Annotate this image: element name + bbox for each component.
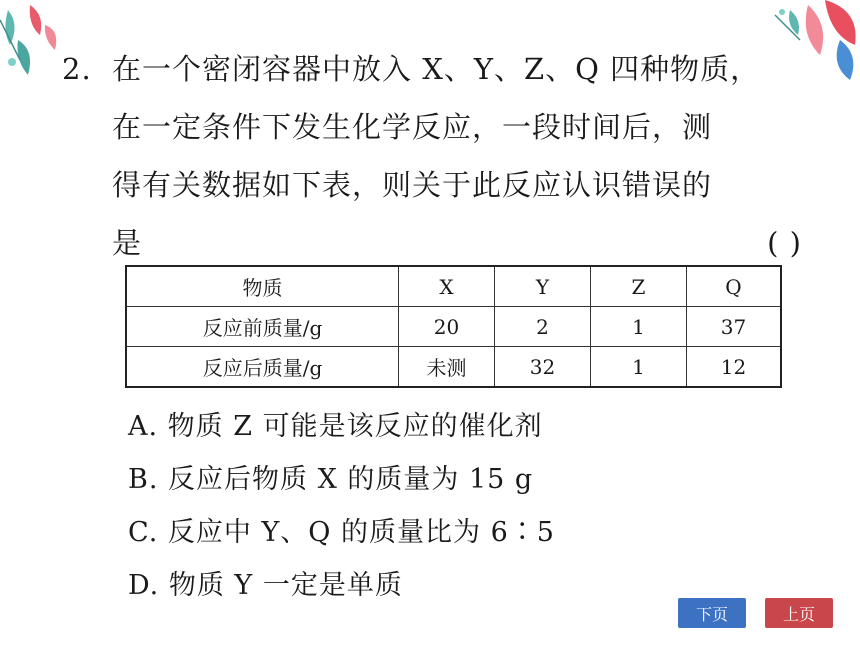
option-a[interactable]: A. 物质 Z 可能是该反应的催化剂 [128, 411, 543, 442]
table-header-cell: X [399, 266, 495, 307]
question-line-3: 得有关数据如下表，则关于此反应认识错误的 [112, 168, 713, 202]
table-cell: 12 [687, 347, 782, 388]
table-cell: 1 [591, 307, 687, 347]
option-b[interactable]: B. 反应后物质 X 的质量为 15 g [128, 464, 534, 495]
table-header-cell: Z [591, 266, 687, 307]
table-row [126, 347, 781, 388]
table-header-cell: Y [495, 266, 591, 307]
question-block [62, 40, 822, 272]
answer-options [128, 400, 555, 612]
table-cell: 1 [591, 347, 687, 388]
answer-blank: ( ) [767, 226, 802, 260]
table-cell: 反应前质量/g [126, 307, 399, 347]
table-cell: 2 [495, 307, 591, 347]
question-line-2: 在一定条件下发生化学反应，一段时间后，测 [112, 110, 713, 144]
table-cell: 20 [399, 307, 495, 347]
data-table [125, 265, 782, 388]
table-cell: 反应后质量/g [126, 347, 399, 388]
table-header-cell: Q [687, 266, 782, 307]
question-number: 2. [62, 52, 92, 86]
question-line-1: 2. 在一个密闭容器中放入 X、Y、Z、Q 四种物质， [62, 40, 822, 98]
table-cell: 32 [495, 347, 591, 388]
question-line-4: 是 ( ) [62, 214, 822, 272]
table-cell: 37 [687, 307, 782, 347]
option-c[interactable]: C. 反应中 Y、Q 的质量比为 6∶5 [128, 517, 555, 548]
next-page-button[interactable]: 下页 [678, 598, 746, 628]
table-row [126, 307, 781, 347]
table-cell: 未测 [399, 347, 495, 388]
table-header-row [126, 266, 781, 307]
table-header-cell: 物质 [126, 266, 399, 307]
option-d[interactable]: D. 物质 Y 一定是单质 [128, 570, 403, 601]
prev-page-button[interactable]: 上页 [765, 598, 833, 628]
